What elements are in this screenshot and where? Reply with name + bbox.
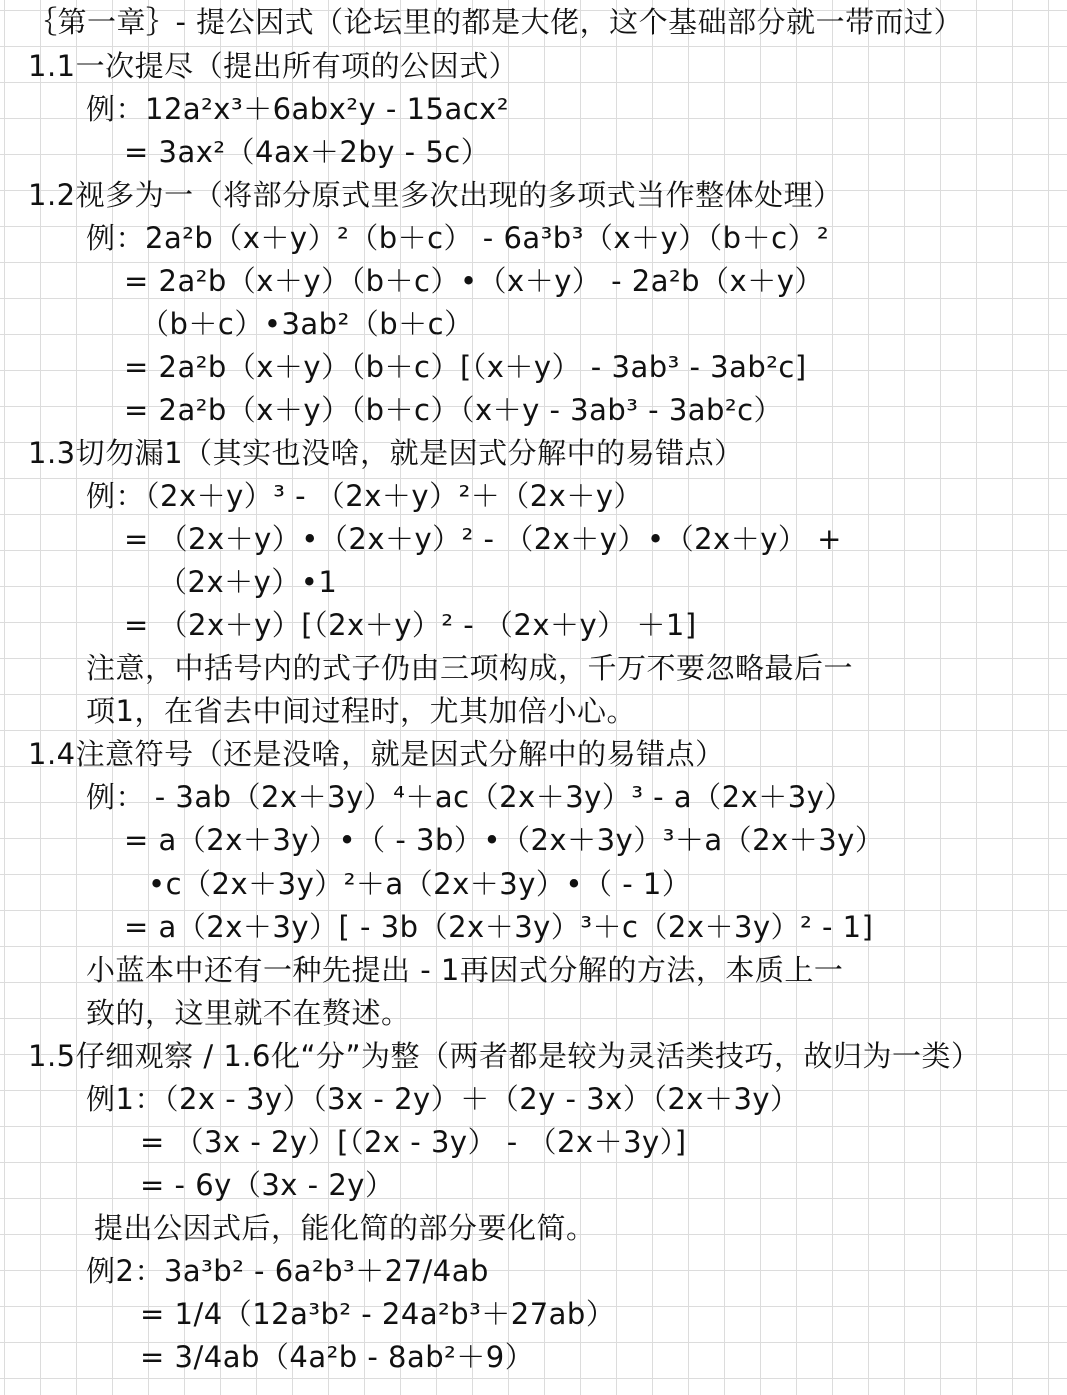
note-text: 提出公因式后，能化简的部分要化简。: [94, 1211, 596, 1245]
section-1-3-heading: 1.3切勿漏1（其实也没啥，就是因式分解中的易错点）: [28, 436, 744, 470]
section-1-2-heading: 1.2视多为一（将部分原式里多次出现的多项式当作整体处理）: [28, 178, 843, 212]
example-line: 例：2a²b（x＋y）²（b＋c） - 6a³b³（x＋y）（b＋c）²: [86, 221, 830, 255]
equation-line: = （3x - 2y）[（2x - 3y） - （2x＋3y）]: [140, 1125, 687, 1159]
section-1-1-heading: 1.1一次提尽（提出所有项的公因式）: [28, 49, 519, 83]
equation-line: = 3/4ab（4a²b - 8ab²＋9）: [140, 1340, 535, 1374]
equation-line: = 2a²b（x＋y）（b＋c）•（x＋y） - 2a²b（x＋y）: [124, 264, 824, 298]
note-text: 致的，这里就不在赘述。: [86, 996, 411, 1030]
chapter-title: ｛第一章｝- 提公因式（论坛里的都是大佬，这个基础部分就一带而过）: [28, 5, 964, 39]
equation-line: = a（2x＋3y）[ - 3b（2x＋3y）³＋c（2x＋3y）² - 1]: [124, 910, 874, 944]
section-1-4-heading: 1.4注意符号（还是没啥，就是因式分解中的易错点）: [28, 737, 725, 771]
equation-line: = （2x＋y）[（2x＋y）² - （2x＋y） ＋1]: [124, 608, 697, 642]
equation-line: = 1/4（12a³b² - 24a²b³＋27ab）: [140, 1297, 616, 1331]
example-line: 例：12a²x³＋6abx²y - 15acx²: [86, 92, 509, 126]
equation-line: = 2a²b（x＋y）（b＋c）（x＋y - 3ab³ - 3ab²c）: [124, 393, 784, 427]
note-text: 项1，在省去中间过程时，尤其加倍小心。: [86, 694, 636, 728]
note-text: 小蓝本中还有一种先提出 - 1再因式分解的方法，本质上一: [86, 953, 844, 987]
equation-continuation: •c（2x＋3y）²＋a（2x＋3y）•（ - 1）: [148, 867, 692, 901]
equation-line: = 2a²b（x＋y）（b＋c）[（x＋y） - 3ab³ - 3ab²c]: [124, 350, 807, 384]
equation-line: = （2x＋y）•（2x＋y）² - （2x＋y）•（2x＋y） +: [124, 522, 842, 556]
equation-line: = 3ax²（4ax＋2by - 5c）: [124, 135, 491, 169]
section-1-5-heading: 1.5仔细观察 / 1.6化“分”为整（两者都是较为灵活类技巧，故归为一类）: [28, 1039, 981, 1073]
note-text: 注意，中括号内的式子仍由三项构成，千万不要忽略最后一: [86, 651, 854, 685]
equation-continuation: （b＋c）•3ab²（b＋c）: [140, 307, 474, 341]
equation-continuation: （2x＋y）•1: [158, 565, 338, 599]
example-line: 例2：3a³b² - 6a²b³＋27/4ab: [86, 1254, 489, 1288]
example-line: 例1：（2x - 3y）（3x - 2y）＋（2y - 3x）（2x＋3y）: [86, 1082, 800, 1116]
example-line: 例：（2x＋y）³ - （2x＋y）²＋（2x＋y）: [86, 479, 643, 513]
equation-line: = a（2x＋3y）•（ - 3b）•（2x＋3y）³＋a（2x＋3y）: [124, 823, 885, 857]
equation-line: = - 6y（3x - 2y）: [140, 1168, 395, 1202]
example-line: 例： - 3ab（2x＋3y）⁴＋ac（2x＋3y）³ - a（2x＋3y）: [86, 780, 854, 814]
